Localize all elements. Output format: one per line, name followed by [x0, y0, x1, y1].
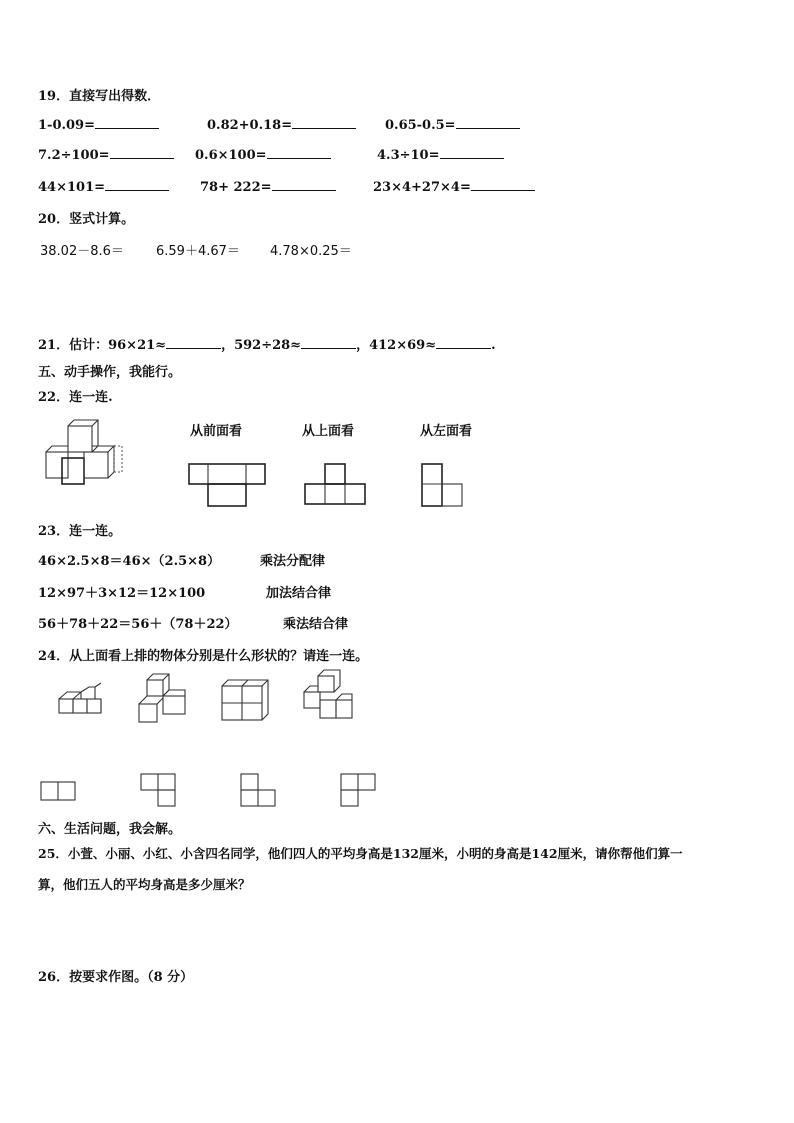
answer-blank[interactable]: [166, 336, 221, 349]
q20-item-3: 4.78×0.25＝: [270, 244, 352, 259]
q23-left-2[interactable]: 12×97＋3×12＝12×100: [38, 586, 206, 601]
answer-blank[interactable]: [292, 116, 356, 129]
q19-r2-c1: 7.2÷100=: [38, 146, 174, 163]
q19-r1-c2: 0.82+0.18=: [207, 116, 356, 133]
q22-title: 22．连一连.: [38, 390, 113, 405]
answer-blank[interactable]: [105, 178, 169, 191]
q20-item-2: 6.59＋4.67＝: [156, 244, 240, 259]
q23-left-1[interactable]: 46×2.5×8＝46×（2.5×8）: [38, 554, 221, 569]
q22-view-left-label: 从左面看: [420, 424, 473, 439]
answer-blank[interactable]: [110, 146, 174, 159]
q24-figure-1: [55, 685, 105, 725]
q24-shape-2: [140, 772, 180, 812]
q19-title: 19．直接写出得数．: [38, 89, 161, 104]
q23-right-1[interactable]: 乘法分配律: [260, 554, 326, 569]
q19-r3-c2: 78+ 222=: [200, 178, 336, 195]
q24-figure-3: [218, 676, 270, 724]
q24-figure-4: [300, 670, 356, 726]
answer-blank[interactable]: [471, 178, 535, 191]
q23-left-3[interactable]: 56＋78＋22＝56＋（78＋22）: [38, 617, 238, 632]
q26-title: 26．按要求作图。（8 分）: [38, 970, 194, 985]
q19-r2-c3: 4.3÷10=: [377, 146, 504, 163]
q19-r3-c1: 44×101=: [38, 178, 169, 195]
q19-r1-c1: 1-0.09=: [38, 116, 159, 133]
answer-blank[interactable]: [456, 116, 520, 129]
q19-r1-c3: 0.65-0.5=: [385, 116, 520, 133]
q25-line-1: 25．小萱、小丽、小红、小含四名同学，他们四人的平均身高是132厘米，小明的身高是142厘米，请你帮他们算一: [38, 846, 683, 861]
q20-title: 20．竖式计算。: [38, 212, 135, 227]
answer-blank[interactable]: [301, 336, 356, 349]
q24-shape-4: [340, 772, 380, 812]
q23-right-2[interactable]: 加法结合律: [266, 586, 332, 601]
q22-view-shape-1: [188, 460, 268, 510]
q22-view-top-label: 从上面看: [302, 424, 355, 439]
q22-view-shape-3: [420, 462, 466, 508]
answer-blank[interactable]: [440, 146, 504, 159]
q19-r2-c2: 0.6×100=: [195, 146, 331, 163]
section-5-title: 五、动手操作，我能行。: [38, 365, 182, 380]
q25-line-2: 算，他们五人的平均身高是多少厘米？: [38, 877, 251, 892]
answer-blank[interactable]: [436, 336, 491, 349]
q23-title: 23．连一连。: [38, 524, 122, 539]
q24-shape-3: [240, 772, 280, 812]
section-6-title: 六、生活问题，我会解。: [38, 822, 182, 837]
q22-view-front-label: 从前面看: [190, 424, 243, 439]
q24-figure-2: [135, 672, 191, 724]
q24-title: 24．从上面看上排的物体分别是什么形状的？请连一连。: [38, 649, 369, 664]
answer-blank[interactable]: [267, 146, 331, 159]
q21-line: 21．估计：96×21≈ ，592÷28≈ ，412×69≈ .: [38, 338, 496, 353]
q23-right-3[interactable]: 乘法结合律: [283, 617, 349, 632]
answer-blank[interactable]: [95, 116, 159, 129]
q19-r3-c3: 23×4+27×4=: [373, 178, 535, 195]
answer-blank[interactable]: [272, 178, 336, 191]
q22-view-shape-2: [303, 462, 369, 508]
q22-cube-figure: [40, 418, 130, 488]
q20-item-1: 38.02－8.6＝: [40, 244, 124, 259]
q24-shape-1: [40, 780, 80, 804]
